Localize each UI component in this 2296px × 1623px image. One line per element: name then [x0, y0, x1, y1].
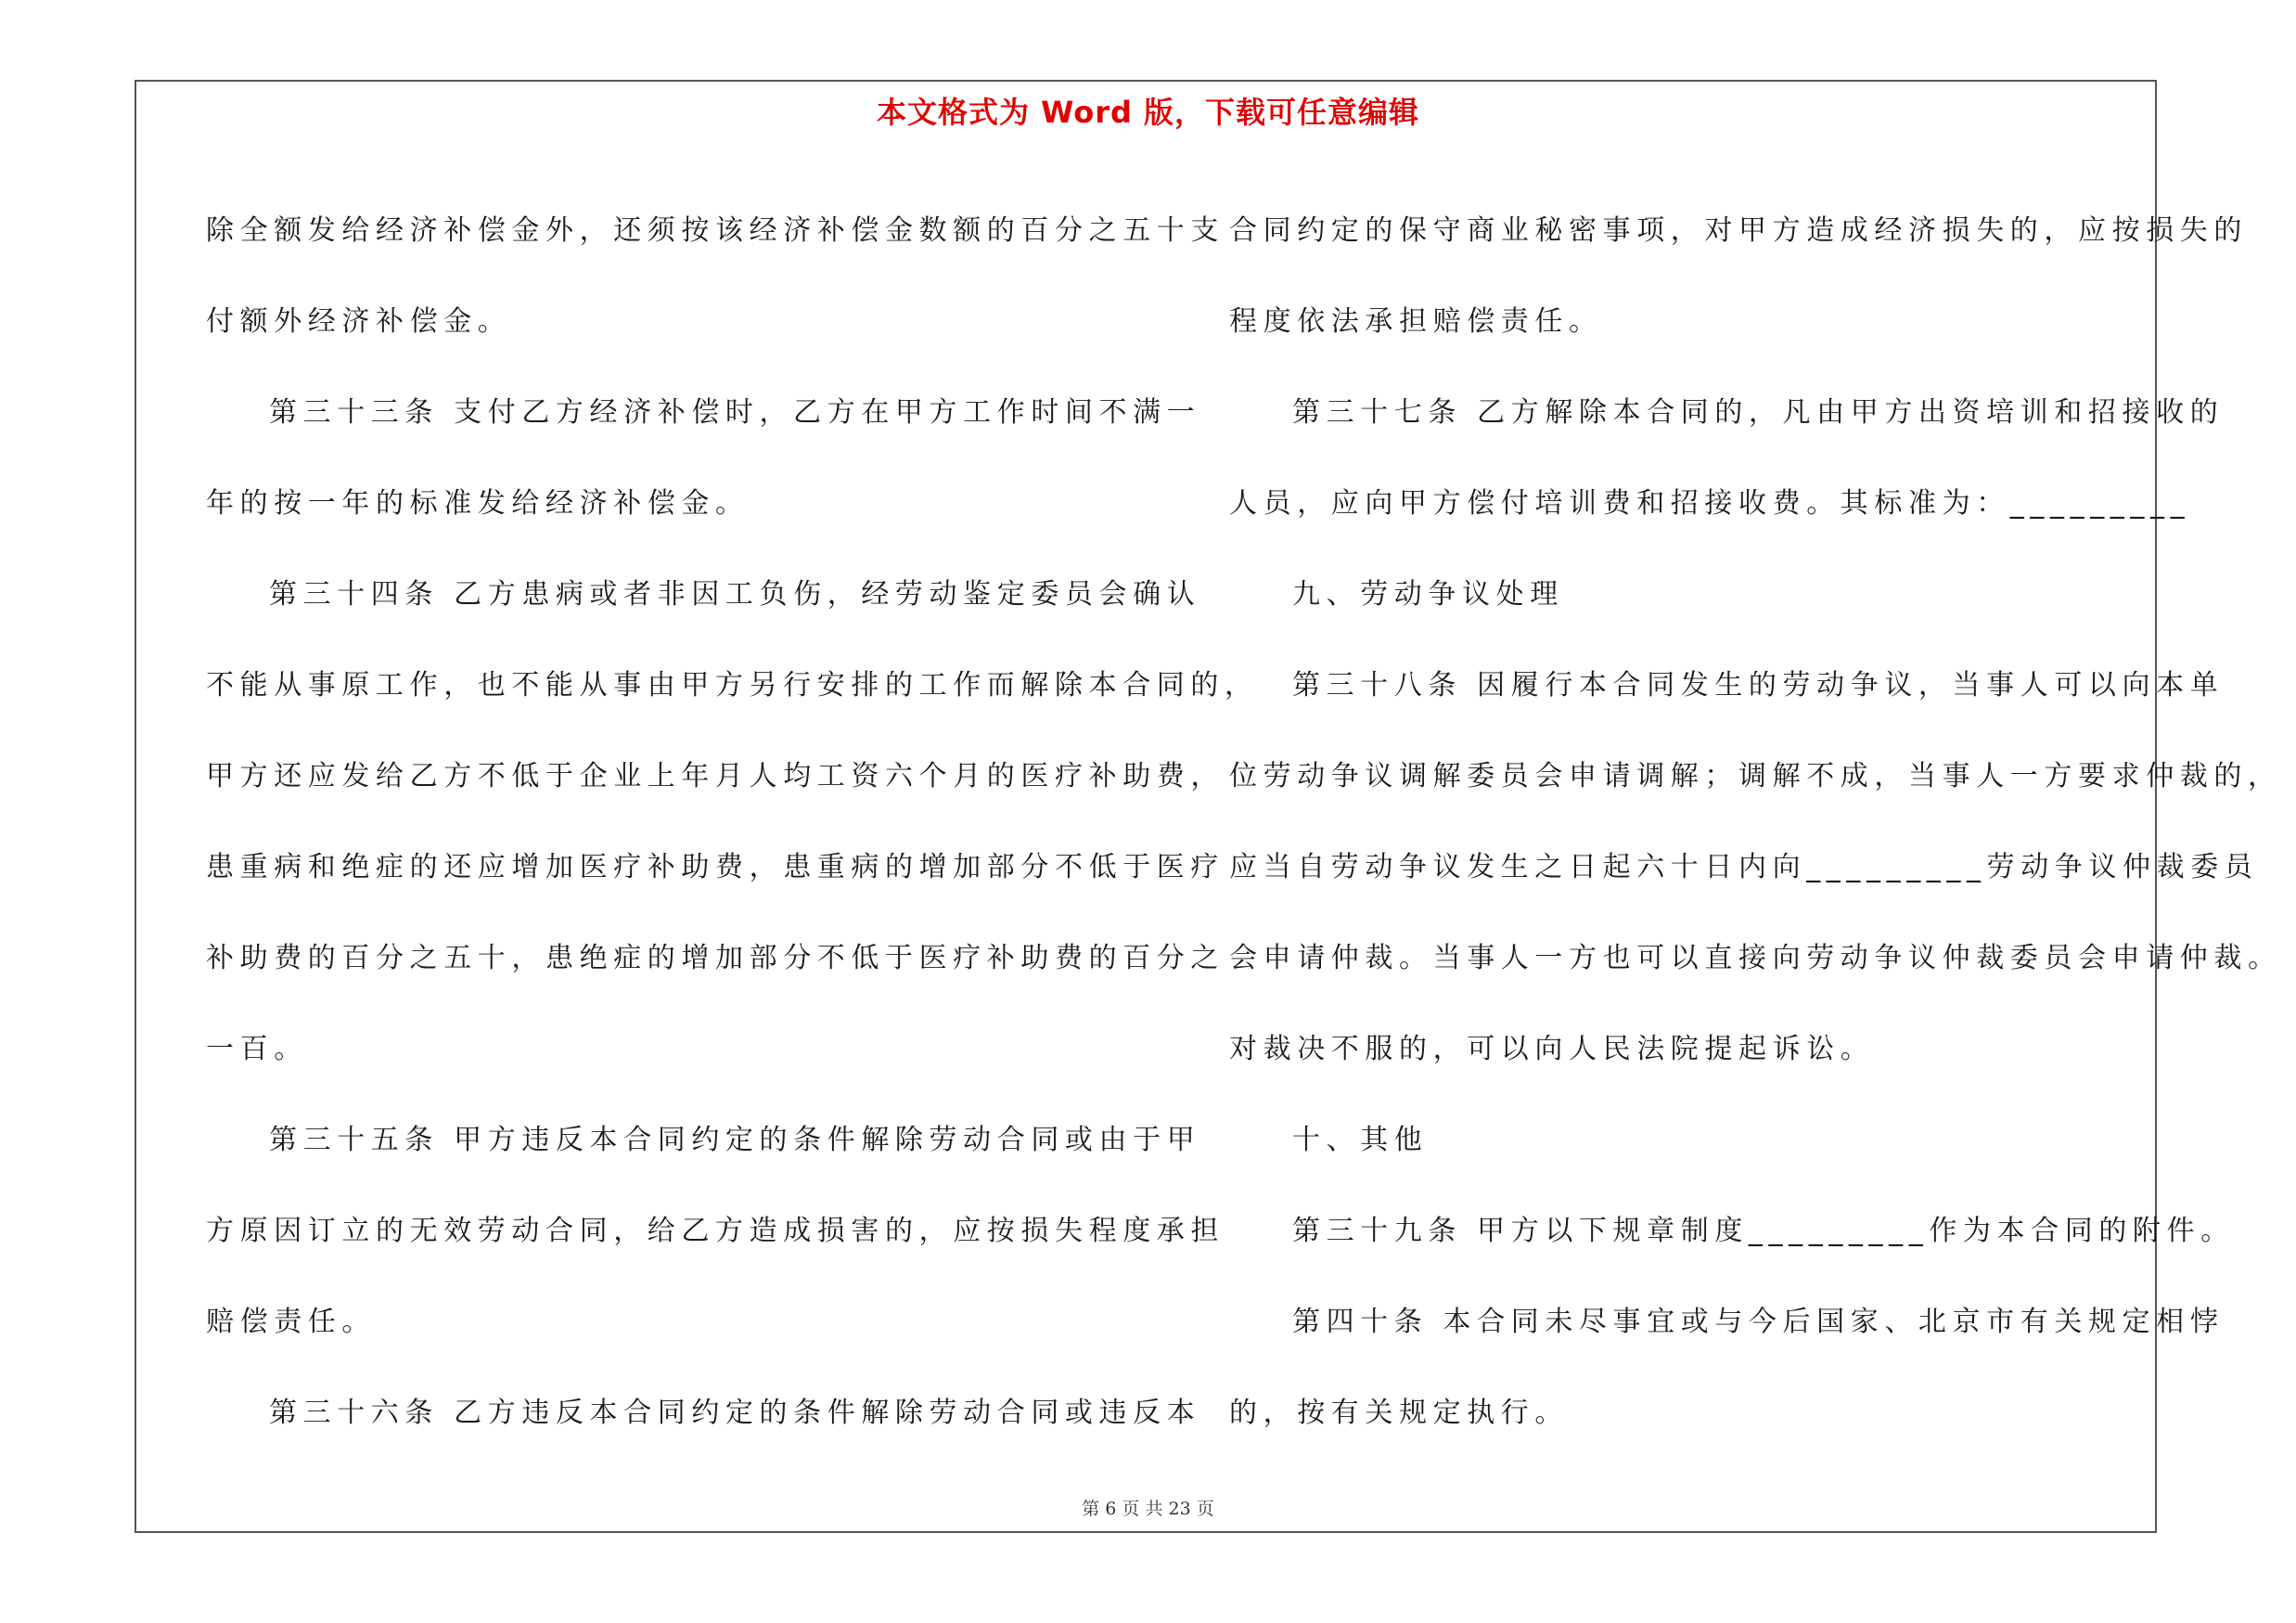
body-line: 位劳动争议调解委员会申请调解；调解不成，当事人一方要求仲裁的， [1229, 760, 2282, 792]
left-column [206, 186, 1259, 1459]
article-34: 第三十四条 乙方患病或者非因工负伤，经劳动鉴定委员会确认 [269, 578, 1201, 611]
body-line: 一百。 [206, 1033, 308, 1065]
body-line: 甲方还应发给乙方不低于企业上年月人均工资六个月的医疗补助费， [206, 760, 1225, 792]
body-line: 人员，应向甲方偿付培训费和招接收费。其标准为：_________ [1229, 487, 2191, 520]
article-39: 第三十九条 甲方以下规章制度_________作为本合同的附件。 [1292, 1215, 2235, 1247]
article-37: 第三十七条 乙方解除本合同的，凡由甲方出资培训和招接收的 [1292, 396, 2225, 429]
body-line: 年的按一年的标准发给经济补偿金。 [206, 487, 750, 520]
body-line: 不能从事原工作，也不能从事由甲方另行安排的工作而解除本合同的， [206, 669, 1259, 702]
article-33: 第三十三条 支付乙方经济补偿时，乙方在甲方工作时间不满一 [269, 396, 1201, 429]
section-heading-9: 九、劳动争议处理 [1292, 578, 1564, 611]
right-column [1229, 186, 2282, 1459]
body-line: 程度依法承担赔偿责任。 [1229, 305, 1603, 338]
body-line: 除全额发给经济补偿金外，还须按该经济补偿金数额的百分之五十支 [206, 214, 1225, 247]
page-number-footer: 第 6 页 共 23 页 [1082, 1499, 1214, 1519]
body-line: 合同约定的保守商业秘密事项，对甲方造成经济损失的，应按损失的 [1229, 214, 2248, 247]
body-line: 对裁决不服的，可以向人民法院提起诉讼。 [1229, 1033, 1875, 1065]
article-36: 第三十六条 乙方违反本合同约定的条件解除劳动合同或违反本 [269, 1397, 1201, 1429]
body-line: 会申请仲裁。当事人一方也可以直接向劳动争议仲裁委员会申请仲裁。 [1229, 942, 2282, 974]
body-line: 应当自劳动争议发生之日起六十日内向_________劳动争议仲裁委员 [1229, 851, 2259, 883]
body-line: 的，按有关规定执行。 [1229, 1397, 1569, 1429]
body-line: 方原因订立的无效劳动合同，给乙方造成损害的，应按损失程度承担 [206, 1215, 1225, 1247]
word-format-banner: 本文格式为 Word 版，下载可任意编辑 [876, 95, 1420, 130]
body-line: 付额外经济补偿金。 [206, 305, 512, 338]
article-38: 第三十八条 因履行本合同发生的劳动争议，当事人可以向本单 [1292, 669, 2225, 702]
body-line: 患重病和绝症的还应增加医疗补助费，患重病的增加部分不低于医疗 [206, 851, 1225, 883]
body-line: 补助费的百分之五十，患绝症的增加部分不低于医疗补助费的百分之 [206, 942, 1225, 974]
body-line: 赔偿责任。 [206, 1306, 376, 1338]
section-heading-10: 十、其他 [1292, 1124, 1429, 1156]
article-40: 第四十条 本合同未尽事宜或与今后国家、北京市有关规定相悖 [1292, 1306, 2225, 1338]
article-35: 第三十五条 甲方违反本合同约定的条件解除劳动合同或由于甲 [269, 1124, 1201, 1156]
